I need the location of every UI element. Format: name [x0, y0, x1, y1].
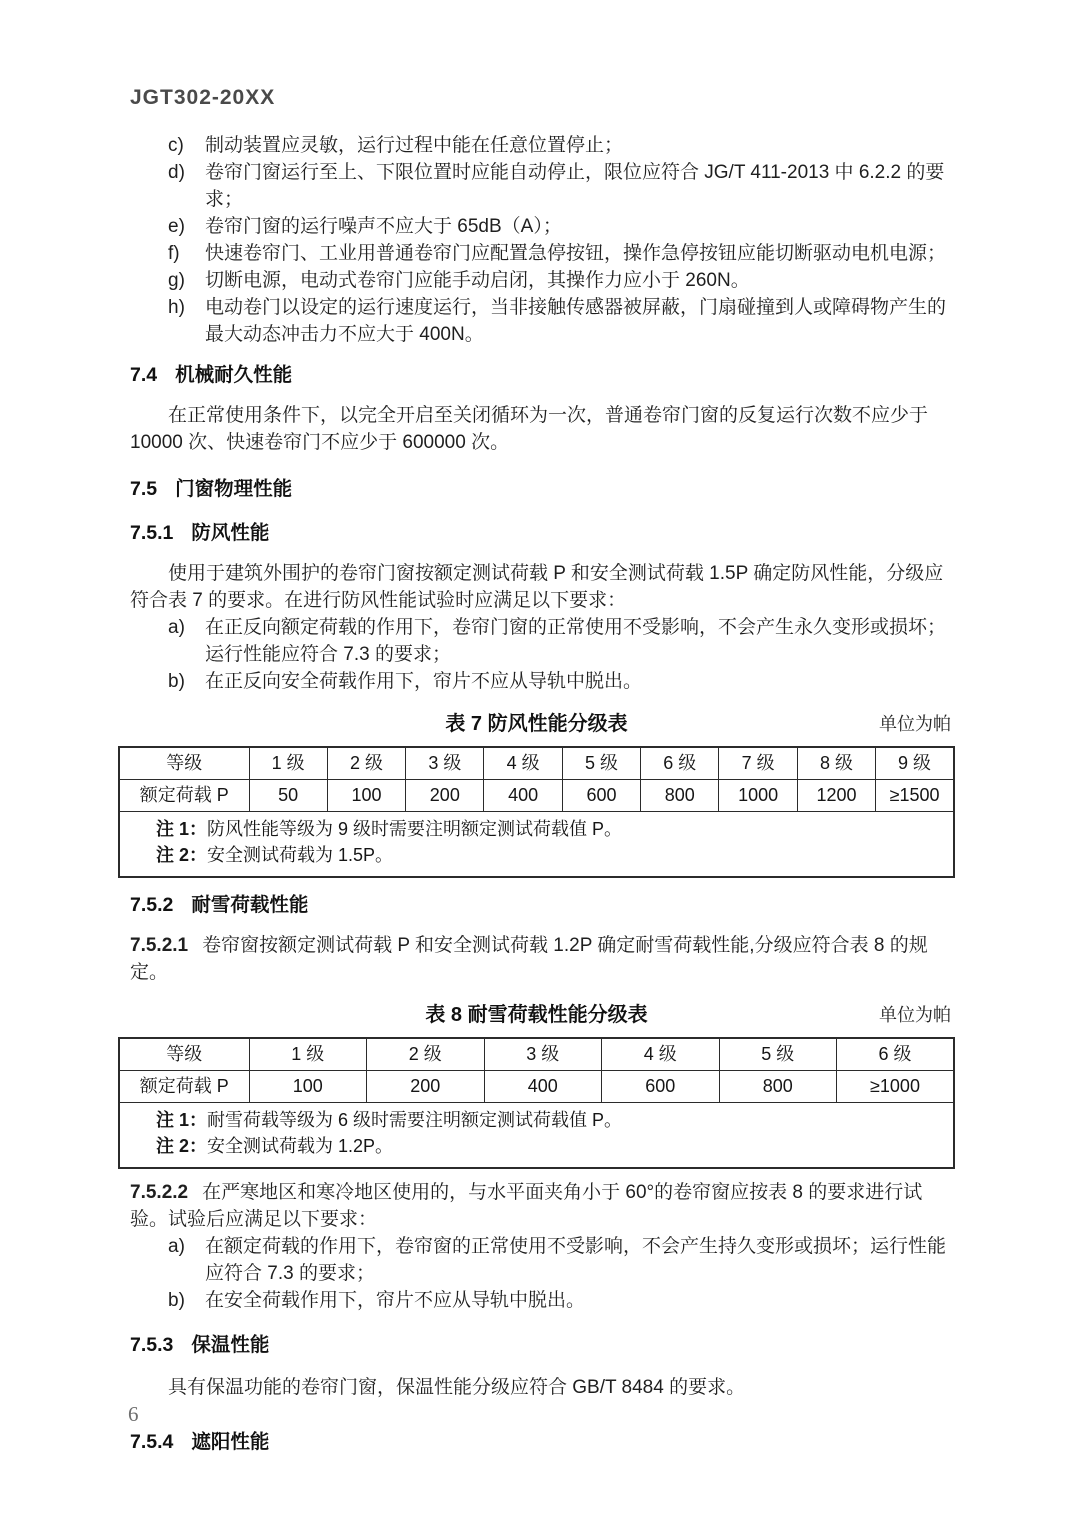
heading-title: 门窗物理性能 — [175, 478, 293, 500]
list-item — [168, 668, 955, 695]
table-note — [156, 842, 945, 868]
clause-text: 在严寒地区和寒冷地区使用的，与水平面夹角小于 60°的卷帘窗应按表 8 的要求进行试验。试验后应满足以下要求： — [130, 1182, 923, 1230]
heading-number: 7.5.1 — [130, 522, 174, 544]
list-item — [168, 213, 955, 240]
table8-unit: 单位为帕 — [879, 1005, 951, 1025]
table-cell: 7 级 — [719, 747, 797, 780]
list-item-text: 在额定荷载的作用下，卷帘窗的正常使用不受影响，不会产生持久变形或损坏；运行性能应符合 7.3 的要求； — [205, 1236, 947, 1284]
paragraph-7-5-2-2 — [130, 1179, 955, 1233]
list-item-label: g) — [168, 270, 185, 291]
list-item-text: 在正反向安全荷载作用下，帘片不应从导轨中脱出。 — [205, 671, 643, 692]
note-text: 耐雪荷载等级为 6 级时需要注明额定测试荷载值 P。 — [207, 1110, 623, 1130]
table-cell: 6 级 — [641, 747, 719, 780]
table-cell: 600 — [562, 780, 640, 812]
heading-7-5 — [130, 476, 955, 502]
list-item-text: 快速卷帘门、工业用普通卷帘门应配置急停按钮，操作急停按钮应能切断驱动电机电源； — [205, 243, 947, 264]
list-item-label: d) — [168, 162, 185, 183]
table-cell: 600 — [602, 1071, 720, 1103]
heading-title: 遮阳性能 — [191, 1431, 270, 1453]
heading-number: 7.5.3 — [130, 1334, 174, 1356]
table-cell: ≥1500 — [876, 780, 954, 812]
list-item — [168, 132, 955, 159]
doc-code: JGT302-20XX — [130, 86, 276, 109]
table-notes — [119, 812, 954, 878]
table-cell: 4 级 — [484, 747, 562, 780]
table-cell: 额定荷载 P — [119, 780, 249, 812]
list-item-text: 制动装置应灵敏，运行过程中能在任意位置停止； — [205, 135, 624, 156]
list-item-label: a) — [168, 1236, 185, 1257]
table-cell: 800 — [641, 780, 719, 812]
list-item-text: 电动卷门以设定的运行速度运行，当非接触传感器被屏蔽，门扇碰撞到人或障碍物产生的最大动态冲击力不应大于 400N。 — [205, 297, 947, 345]
list-item-text: 卷帘门窗的运行噪声不应大于 65dB（A）； — [205, 216, 562, 237]
table-cell: 1000 — [719, 780, 797, 812]
table-note — [156, 1133, 945, 1159]
table7-caption: 表 7 防风性能分级表 — [445, 713, 628, 735]
list-item — [168, 240, 955, 267]
table7-unit: 单位为帕 — [879, 714, 951, 734]
table-cell: 800 — [719, 1071, 837, 1103]
list-item — [168, 267, 955, 294]
heading-number: 7.5.4 — [130, 1431, 174, 1453]
table-cell: 额定荷载 P — [119, 1071, 249, 1103]
table8-caption-row — [118, 1002, 955, 1029]
table-cell: 等级 — [119, 747, 249, 780]
table-cell: 100 — [249, 1071, 367, 1103]
table-notes-row — [119, 812, 954, 878]
paragraph-7-5-3: 具有保温功能的卷帘门窗，保温性能分级应符合 GB/T 8484 的要求。 — [168, 1377, 746, 1398]
table-row — [119, 1038, 954, 1071]
clause-number: 7.5.2.2 — [130, 1182, 189, 1203]
table-cell: 400 — [484, 1071, 602, 1103]
heading-number: 7.5 — [130, 478, 158, 500]
table-7 — [118, 746, 955, 878]
table-cell: 400 — [484, 780, 562, 812]
table-cell: 200 — [406, 780, 484, 812]
note-label: 注 1： — [156, 1110, 208, 1130]
table-cell: 8 级 — [797, 747, 875, 780]
note-label: 注 2： — [156, 1136, 208, 1156]
table-cell: 4 级 — [602, 1038, 720, 1071]
heading-7-5-4 — [130, 1429, 955, 1455]
table-cell: 2 级 — [367, 1038, 485, 1071]
list-item — [168, 294, 955, 348]
list-item-text: 切断电源，电动式卷帘门应能手动启闭，其操作力应小于 260N。 — [205, 270, 750, 291]
list-item-text: 在安全荷载作用下，帘片不应从导轨中脱出。 — [205, 1290, 586, 1311]
table-cell: 6 级 — [837, 1038, 955, 1071]
table-cell: 50 — [249, 780, 327, 812]
note-text: 防风性能等级为 9 级时需要注明额定测试荷载值 P。 — [207, 819, 623, 839]
heading-7-5-3 — [130, 1332, 955, 1358]
list-7-5-1 — [168, 614, 955, 695]
table-cell: 1 级 — [249, 747, 327, 780]
table-cell: ≥1000 — [837, 1071, 955, 1103]
heading-number: 7.5.2 — [130, 894, 174, 916]
note-label: 注 1： — [156, 819, 208, 839]
table-notes — [119, 1103, 954, 1169]
heading-title: 保温性能 — [191, 1334, 270, 1356]
heading-7-5-2 — [130, 892, 955, 918]
heading-title: 防风性能 — [191, 522, 270, 544]
paragraph-7-5-2-1 — [130, 932, 955, 986]
clause-text: 卷帘窗按额定测试荷载 P 和安全测试荷载 1.2P 确定耐雪荷载性能,分级应符合表 8 的规定。 — [130, 935, 928, 983]
list-7-5-2-2 — [168, 1233, 955, 1314]
table-row — [119, 780, 954, 812]
paragraph-7-5-1: 使用于建筑外围护的卷帘门窗按额定测试荷载 P 和安全测试荷载 1.5P 确定防风性能，分级应符合表 7 的要求。在进行防风性能试验时应满足以下要求： — [130, 563, 944, 611]
table-cell: 3 级 — [484, 1038, 602, 1071]
table-cell: 2 级 — [327, 747, 405, 780]
table-note — [156, 1107, 945, 1133]
list-item — [168, 159, 955, 213]
heading-number: 7.4 — [130, 364, 158, 386]
list-item-label: c) — [168, 135, 184, 156]
list-item-label: f) — [168, 243, 180, 264]
list-item-label: b) — [168, 671, 185, 692]
table-cell: 1200 — [797, 780, 875, 812]
clause-number: 7.5.2.1 — [130, 935, 189, 956]
paragraph-7-4: 在正常使用条件下，以完全开启至关闭循环为一次，普通卷帘门窗的反复运行次数不应少于 10000 次、快速卷帘门不应少于 600000 次。 — [130, 405, 929, 453]
table-cell: 等级 — [119, 1038, 249, 1071]
list-item — [168, 1233, 955, 1287]
table7-caption-row — [118, 711, 955, 738]
note-text: 安全测试荷载为 1.2P。 — [207, 1136, 394, 1156]
heading-7-5-1 — [130, 520, 955, 546]
list-item-label: b) — [168, 1290, 185, 1311]
table-cell: 1 级 — [249, 1038, 367, 1071]
table-row — [119, 747, 954, 780]
list-item — [168, 1287, 955, 1314]
list-item-text: 卷帘门窗运行至上、下限位置时应能自动停止，限位应符合 JG/T 411-2013 中 6.2.2 的要求； — [205, 162, 945, 210]
table-cell: 3 级 — [406, 747, 484, 780]
table-note — [156, 816, 945, 842]
table-8 — [118, 1037, 955, 1169]
heading-7-4 — [130, 362, 955, 388]
list-item-label: h) — [168, 297, 185, 318]
note-text: 安全测试荷载为 1.5P。 — [207, 845, 394, 865]
list-item-label: e) — [168, 216, 185, 237]
list-item-label: a) — [168, 617, 185, 638]
table-cell: 100 — [327, 780, 405, 812]
table-cell: 9 级 — [876, 747, 954, 780]
table-cell: 5 级 — [562, 747, 640, 780]
list-c-to-h — [168, 132, 955, 348]
table-row — [119, 1071, 954, 1103]
heading-title: 耐雪荷载性能 — [191, 894, 309, 916]
note-label: 注 2： — [156, 845, 208, 865]
heading-title: 机械耐久性能 — [175, 364, 293, 386]
table8-caption: 表 8 耐雪荷载性能分级表 — [425, 1004, 648, 1026]
list-item-text: 在正反向额定荷载的作用下，卷帘门窗的正常使用不受影响，不会产生永久变形或损坏；运行性能应符合 7.3 的要求； — [205, 617, 947, 665]
page-number: 6 — [128, 1402, 139, 1426]
table-notes-row — [119, 1103, 954, 1169]
table-cell: 5 级 — [719, 1038, 837, 1071]
list-item — [168, 614, 955, 668]
table-cell: 200 — [367, 1071, 485, 1103]
